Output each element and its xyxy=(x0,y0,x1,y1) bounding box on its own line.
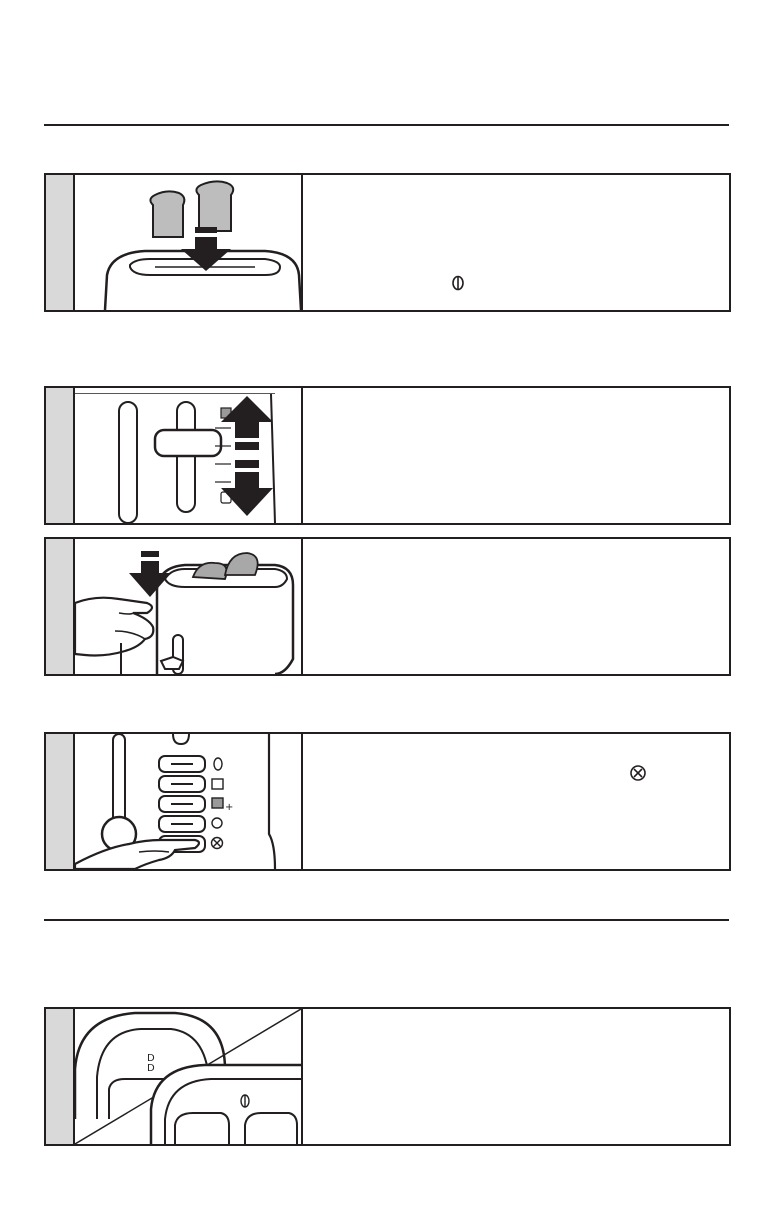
step-3-text xyxy=(303,539,729,674)
svg-text:+: + xyxy=(225,802,234,813)
step-4-tab xyxy=(46,734,75,869)
step-2-panel xyxy=(44,386,731,525)
step-4-text xyxy=(303,734,729,869)
step-1-text xyxy=(303,175,729,310)
svg-text:D: D xyxy=(147,1063,155,1074)
svg-text:D: D xyxy=(147,1053,155,1064)
step-3-illustration xyxy=(75,539,303,674)
step-3-panel xyxy=(44,537,731,676)
bagel-icon xyxy=(451,275,465,291)
step-4-illustration xyxy=(75,734,303,869)
step-5-panel xyxy=(44,1007,731,1146)
section-rule-middle xyxy=(44,919,729,921)
step-5-text xyxy=(303,1009,729,1144)
cancel-icon xyxy=(629,764,647,782)
toaster-bread-illustration xyxy=(75,175,301,310)
bagel-slot-illustration xyxy=(75,1009,301,1144)
step-5-illustration xyxy=(75,1009,303,1144)
step-1-panel xyxy=(44,173,731,312)
step-2-tab xyxy=(46,388,75,523)
step-2-illustration xyxy=(75,388,303,523)
section-rule-top xyxy=(44,124,729,126)
step-2-text xyxy=(303,388,729,523)
step-3-tab xyxy=(46,539,75,674)
step-4-panel xyxy=(44,732,731,871)
control-buttons-illustration xyxy=(75,734,301,869)
step-1-tab xyxy=(46,175,75,310)
step-1-illustration xyxy=(75,175,303,310)
shade-lever-illustration xyxy=(75,388,301,523)
press-lever-illustration xyxy=(75,539,301,674)
step-5-tab xyxy=(46,1009,75,1144)
